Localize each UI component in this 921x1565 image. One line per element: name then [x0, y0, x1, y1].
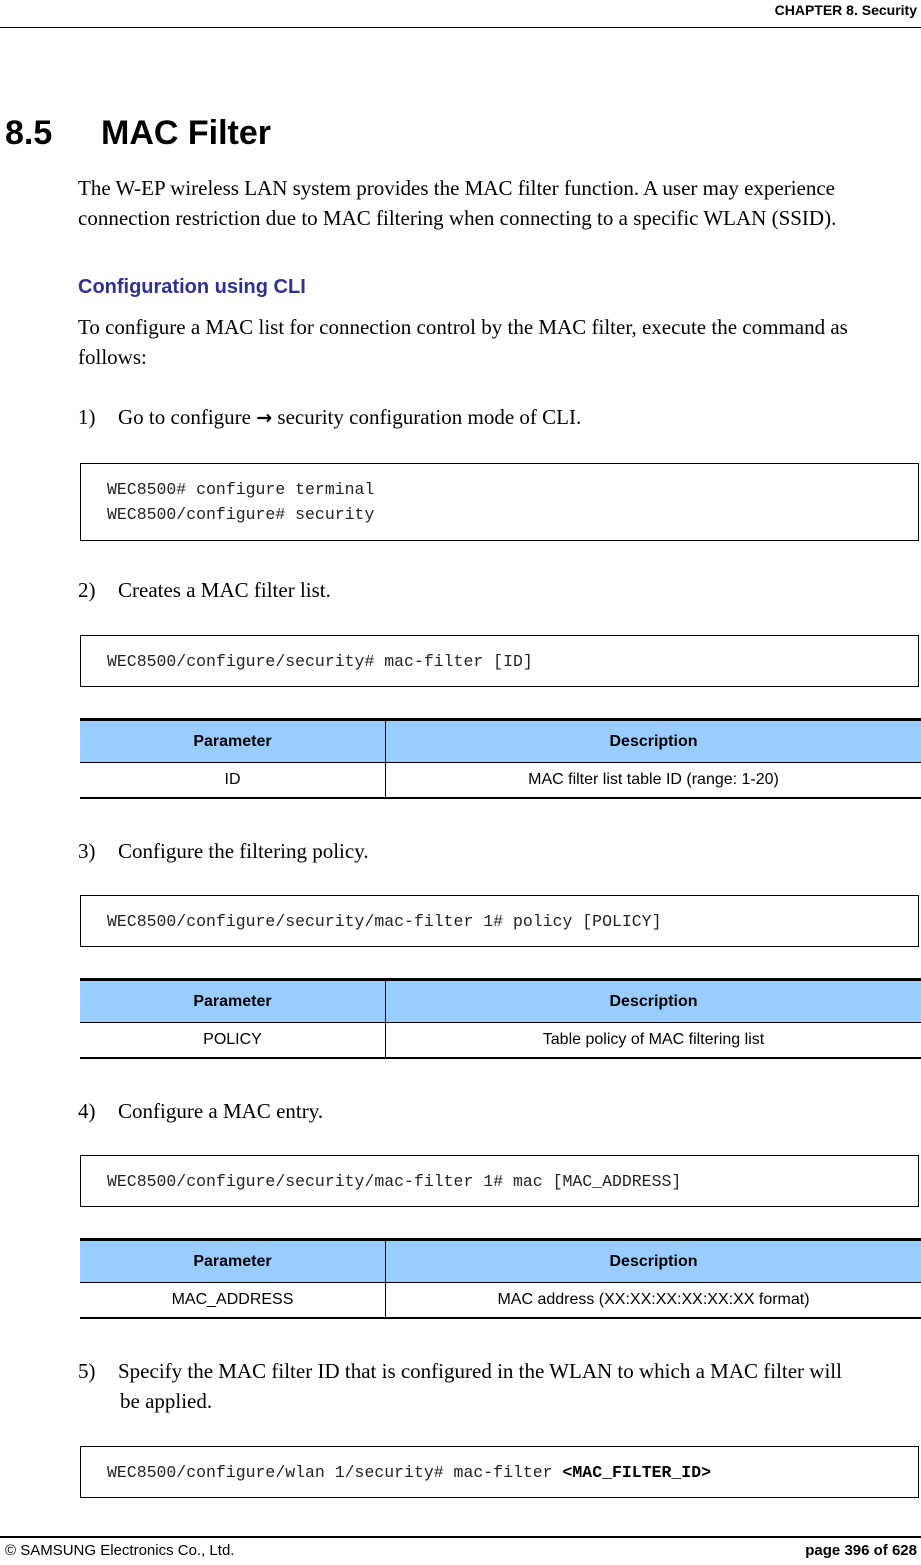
description-header: Description [386, 720, 921, 763]
section-number: 8.5 [5, 114, 53, 152]
description-cell: MAC address (XX:XX:XX:XX:XX:XX format) [386, 1283, 921, 1319]
description-cell: Table policy of MAC filtering list [386, 1023, 921, 1059]
step-text: Creates a MAC filter list. [118, 578, 331, 602]
code-block-4 [80, 1155, 919, 1207]
table-row [80, 1283, 921, 1319]
table-header-row [80, 720, 921, 763]
parameter-header: Parameter [80, 1240, 386, 1283]
step-text: Configure the filtering policy. [118, 839, 369, 863]
description-cell: MAC filter list table ID (range: 1-20) [386, 763, 921, 799]
step-3 [78, 836, 921, 866]
step-5 [78, 1356, 921, 1416]
parameter-table-3 [80, 1238, 921, 1319]
code-block-1 [80, 463, 919, 541]
code-line: WEC8500# configure terminal [107, 480, 375, 499]
parameter-header: Parameter [80, 720, 386, 763]
footer-divider [0, 1536, 921, 1538]
arrow-right-icon: → [256, 407, 273, 429]
step-number: 1) [78, 405, 96, 429]
code-argument: <MAC_FILTER_ID> [562, 1462, 712, 1482]
table-row [80, 763, 921, 799]
chapter-header: CHAPTER 8. Security [774, 2, 917, 18]
step-number: 3) [78, 839, 96, 863]
step-text: Specify the MAC filter ID that is configured in the WLAN to which a MAC filter will [118, 1359, 842, 1383]
cli-heading: Configuration using CLI [78, 276, 306, 298]
step-2 [78, 575, 921, 605]
parameter-table-2 [80, 978, 921, 1059]
step-text: Configure a MAC entry. [118, 1099, 324, 1123]
code-block-5 [80, 1446, 919, 1498]
parameter-cell: ID [80, 763, 386, 799]
step-4 [78, 1096, 921, 1126]
intro-paragraph: The W-EP wireless LAN system provides the MAC filter function. A user may experience connection restriction due to MAC filtering when connecting to a specific WLAN (SSID). [78, 176, 837, 230]
step-text-continued: be applied. [120, 1389, 213, 1413]
step-number: 5) [78, 1359, 96, 1383]
step-1 [78, 402, 921, 433]
code-line: WEC8500/configure/security/mac-filter 1# mac [MAC_ADDRESS] [107, 1171, 682, 1191]
description-header: Description [386, 1240, 921, 1283]
header-divider [0, 27, 921, 28]
parameter-cell: MAC_ADDRESS [80, 1283, 386, 1319]
step-text: security configuration mode of CLI. [277, 405, 582, 429]
table-header-row [80, 1240, 921, 1283]
section-title [5, 114, 271, 153]
section-title-text: MAC Filter [101, 114, 271, 152]
parameter-cell: POLICY [80, 1023, 386, 1059]
code-line: WEC8500/configure/security/mac-filter 1# policy [POLICY] [107, 911, 662, 931]
footer-copyright: © SAMSUNG Electronics Co., Ltd. [5, 1542, 235, 1559]
step-number: 4) [78, 1099, 96, 1123]
description-header: Description [386, 980, 921, 1023]
code-line: WEC8500/configure# security [107, 505, 375, 524]
code-command: WEC8500/configure/wlan 1/security# mac-filter [107, 1462, 563, 1482]
table-header-row [80, 980, 921, 1023]
footer-page-number: page 396 of 628 [805, 1542, 917, 1559]
step-number: 2) [78, 578, 96, 602]
cli-intro-paragraph: To configure a MAC list for connection control by the MAC filter, execute the command as follows: [78, 315, 848, 369]
code-line: WEC8500/configure/security# mac-filter [ID] [107, 651, 533, 671]
parameter-table-1 [80, 718, 921, 799]
table-row [80, 1023, 921, 1059]
step-text: Go to configure [118, 405, 251, 429]
code-block-3 [80, 895, 919, 947]
code-line [107, 1460, 892, 1485]
code-block-2 [80, 635, 919, 687]
parameter-header: Parameter [80, 980, 386, 1023]
